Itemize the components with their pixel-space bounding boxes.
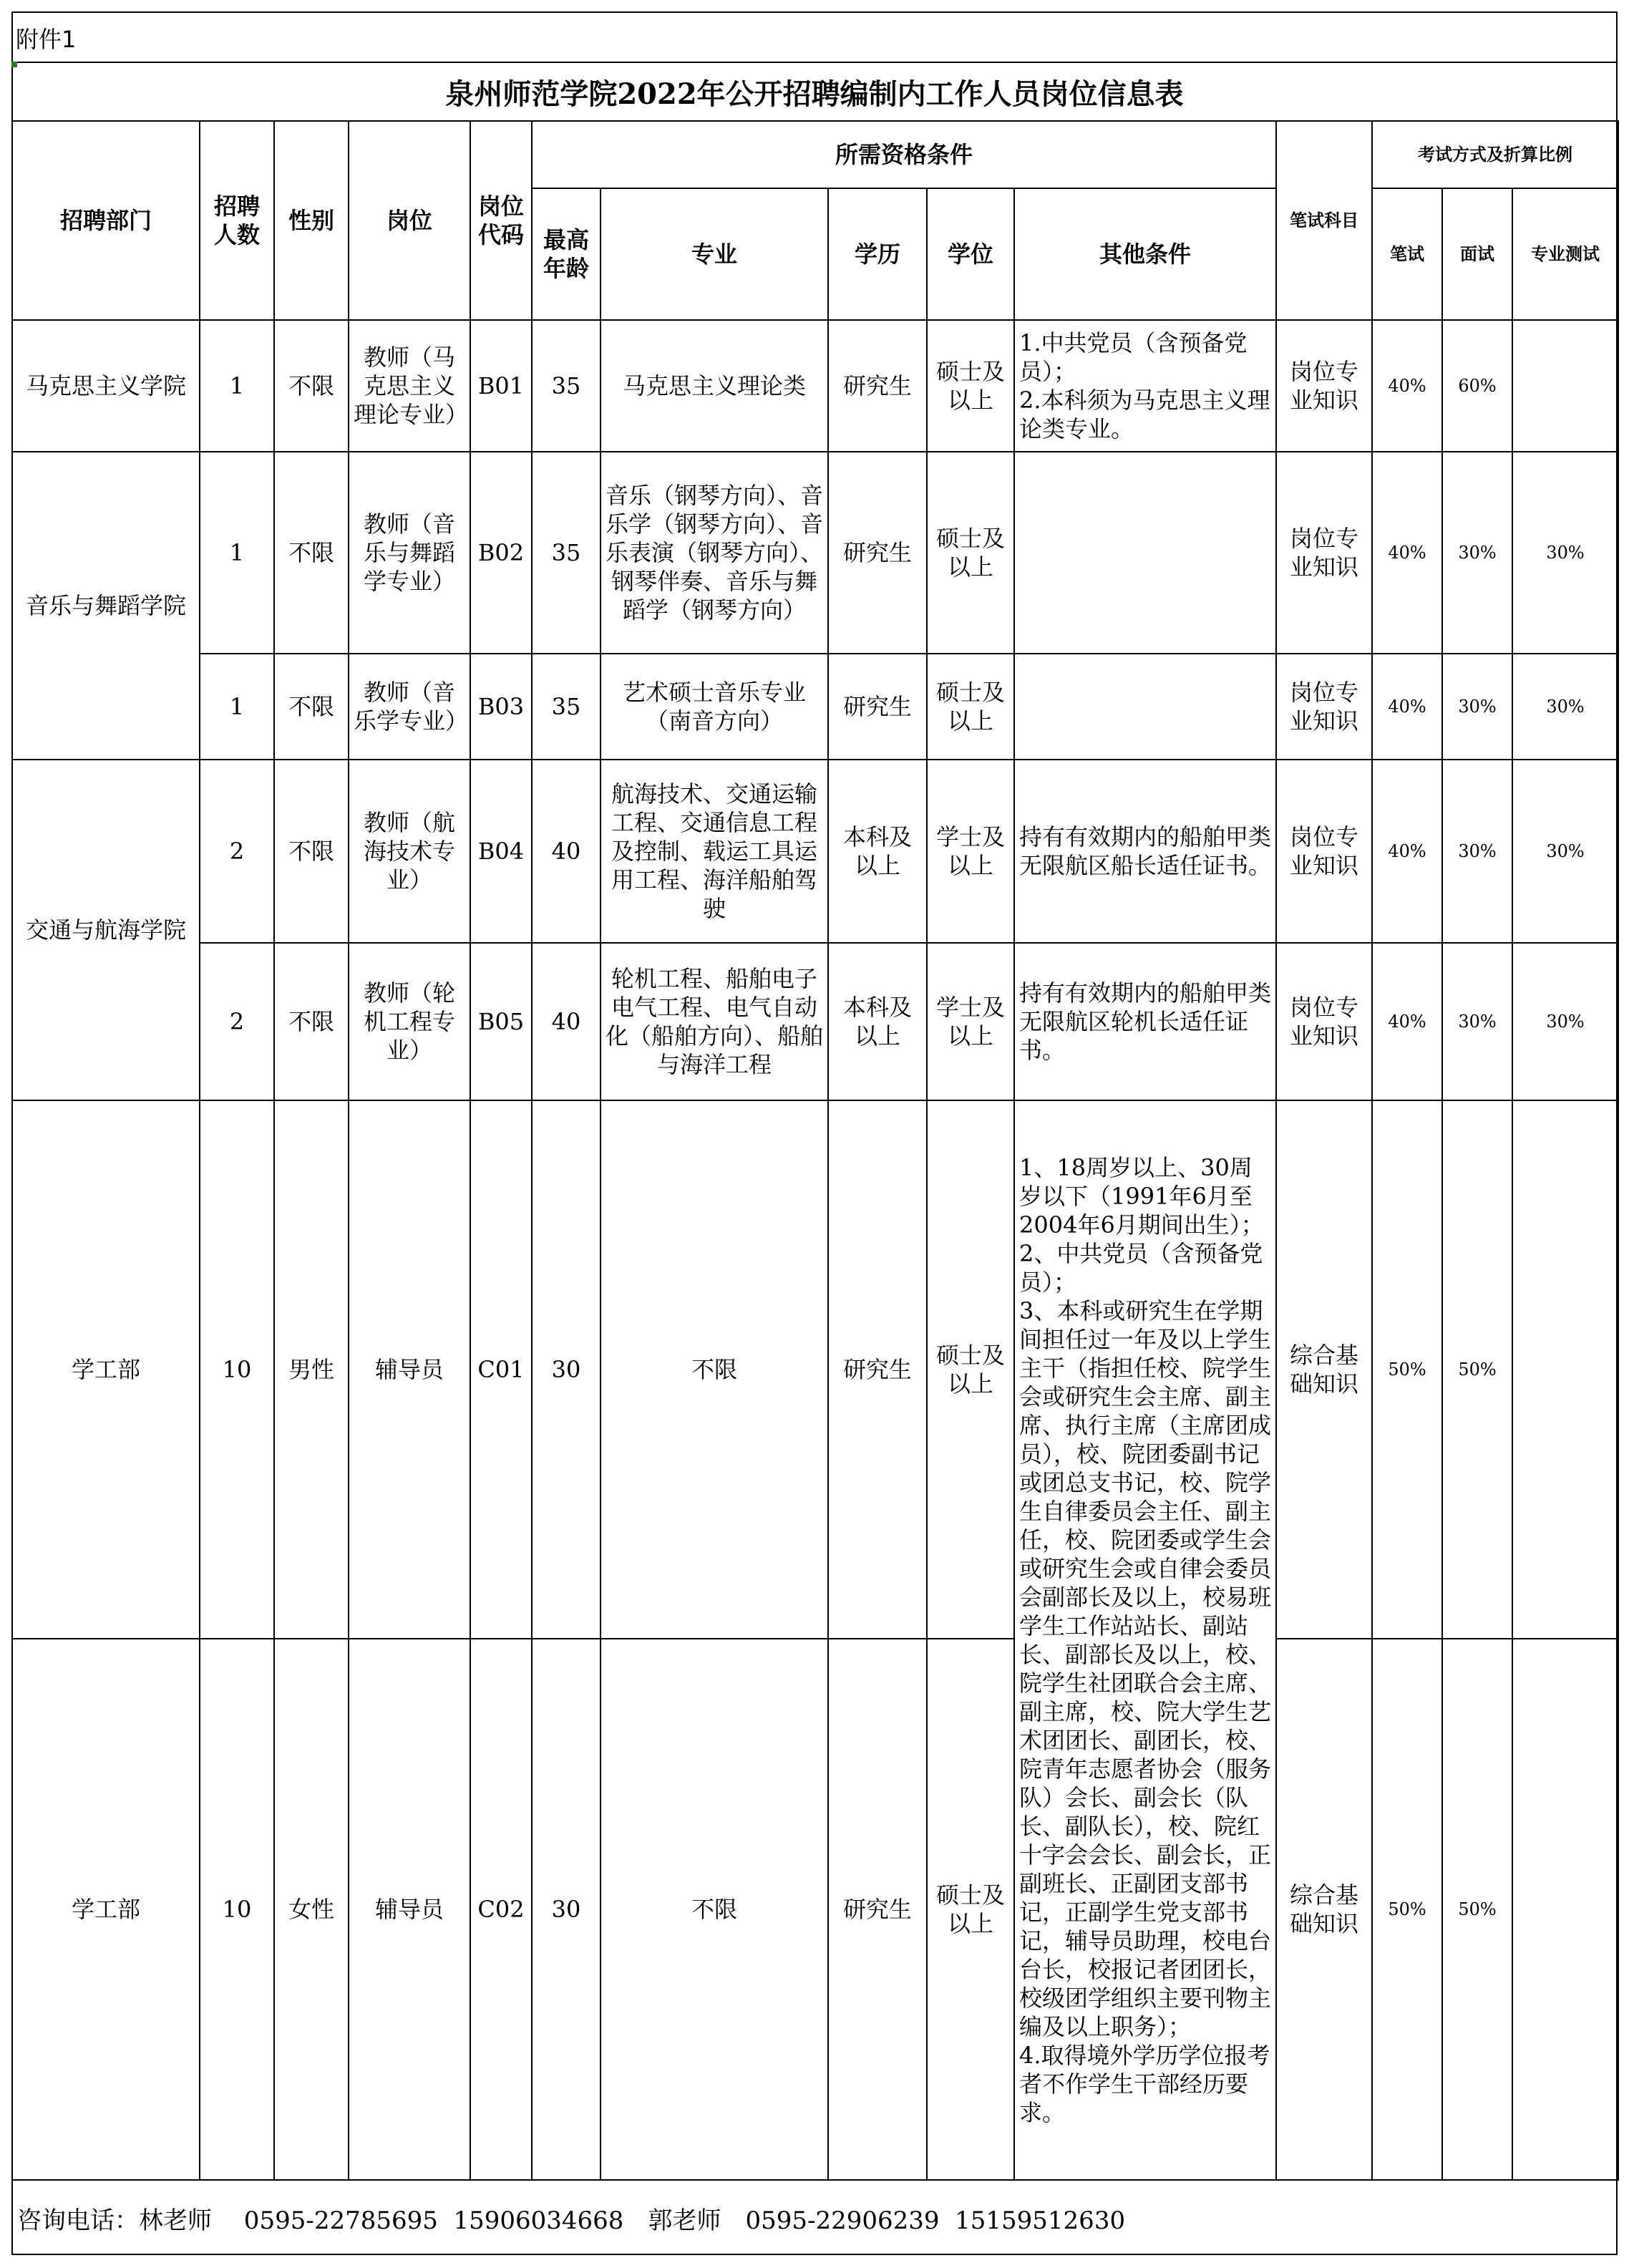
count-cell: 1 [200,452,274,654]
count-cell: 1 [200,320,274,452]
header-written: 笔试 [1372,188,1442,320]
test-ratio-cell [1512,1639,1618,2180]
education-cell: 研究生 [828,1639,927,2180]
count-cell: 2 [200,943,274,1100]
header-professional-test: 专业测试 [1512,188,1618,320]
age-cell: 35 [532,452,600,654]
major-cell: 音乐（钢琴方向）、音乐学（钢琴方向）、音乐表演（钢琴方向）、钢琴伴奏、音乐与舞蹈学（钢琴方向） [600,452,828,654]
interview-ratio-cell: 60% [1442,320,1512,452]
test-ratio-cell [1512,320,1618,452]
dept-cell: 马克思主义学院 [12,320,200,452]
header-interview: 面试 [1442,188,1512,320]
gender-cell: 男性 [274,1100,349,1639]
test-ratio-cell [1512,1100,1618,1639]
other-cell: 持有有效期内的船舶甲类无限航区轮机长适任证书。 [1014,943,1276,1100]
table-row [12,452,1618,654]
code-cell: B02 [470,452,532,654]
test-ratio-cell: 30% [1512,760,1618,943]
subject-cell: 综合基础知识 [1276,1639,1372,2180]
code-cell: C01 [470,1100,532,1639]
test-ratio-cell: 30% [1512,943,1618,1100]
written-ratio-cell: 40% [1372,320,1442,452]
count-cell: 10 [200,1100,274,1639]
count-cell: 1 [200,654,274,760]
header-major: 专业 [600,188,828,320]
major-cell: 不限 [600,1100,828,1639]
table-row [12,1100,1618,1639]
attachment-label: 附件1 [16,26,77,53]
degree-cell: 硕士及以上 [927,1100,1014,1639]
written-ratio-cell: 50% [1372,1639,1442,2180]
dept-cell: 学工部 [12,1100,200,1639]
age-cell: 40 [532,943,600,1100]
age-cell: 35 [532,320,600,452]
code-cell: B03 [470,654,532,760]
subject-cell: 综合基础知识 [1276,1100,1372,1639]
table-row [12,320,1618,452]
table-row [12,654,1618,760]
education-cell: 本科及以上 [828,760,927,943]
gender-cell: 不限 [274,760,349,943]
header-dept: 招聘部门 [12,121,200,320]
positions-table [11,120,1619,2181]
interview-ratio-cell: 30% [1442,654,1512,760]
degree-cell: 学士及以上 [927,943,1014,1100]
table-row [12,943,1618,1100]
code-cell: C02 [470,1639,532,2180]
age-cell: 30 [532,1639,600,2180]
dept-cell: 交通与航海学院 [12,760,200,1100]
position-cell: 教师（音乐与舞蹈学专业） [349,452,470,654]
header-code: 岗位代码 [470,121,532,320]
education-cell: 本科及以上 [828,943,927,1100]
header-education: 学历 [828,188,927,320]
major-cell: 轮机工程、船舶电子电气工程、电气自动化（船舶方向）、船舶与海洋工程 [600,943,828,1100]
position-cell: 教师（航海技术专业） [349,760,470,943]
age-cell: 30 [532,1100,600,1639]
interview-ratio-cell: 30% [1442,452,1512,654]
major-cell: 马克思主义理论类 [600,320,828,452]
gender-cell: 不限 [274,320,349,452]
page-title: 泉州师范学院2022年公开招聘编制内工作人员岗位信息表 [445,77,1184,111]
count-cell: 2 [200,760,274,943]
header-written-subject: 笔试科目 [1276,121,1372,320]
position-cell: 辅导员 [349,1639,470,2180]
dept-cell: 学工部 [12,1639,200,2180]
other-cell: 1.中共党员（含预备党员）； 2.本科须为马克思主义理论类专业。 [1014,320,1276,452]
major-cell: 航海技术、交通运输工程、交通信息工程及控制、载运工具运用工程、海洋船舶驾驶 [600,760,828,943]
other-cell [1014,452,1276,654]
gender-cell: 不限 [274,654,349,760]
test-ratio-cell: 30% [1512,654,1618,760]
other-cell: 1、18周岁以上、30周岁以下（1991年6月至2004年6月期间出生）； 2、中共党员（含预备党员）； 3、本科或研究生在学期间担任过一年及以上学生主干（指担任校、院学生会或研究生会主席、副主席、执行主席（主席团成员），校、院团委副书记或团总支书记，校、院学生自律委员会主任、副主任，校、院团委或学生会或研究生会或自律会委员会副部长及以上，校易班学生工作站站长、副站长、副部长及以上，校、院学生社团联合会主席、副主席，校、院大学生艺术团团长、副团长，校、院青年志愿者协会（服务队）会长、副会长（队长、副队长），校、院红十字会会长、副会长，正副班长、正副团支部书记，正副学生党支部书记，辅导员助理，校电台台长，校报记者团团长，校级团学组织主要刊物主编及以上职务）； 4.取得境外学历学位报考者不作学生干部经历要求。 [1014,1100,1276,2180]
table-row [12,1639,1618,2180]
other-cell: 持有有效期内的船舶甲类无限航区船长适任证书。 [1014,760,1276,943]
interview-ratio-cell: 30% [1442,943,1512,1100]
degree-cell: 硕士及以上 [927,320,1014,452]
header-degree: 学位 [927,188,1014,320]
interview-ratio-cell: 30% [1442,760,1512,943]
written-ratio-cell: 50% [1372,1100,1442,1639]
subject-cell: 岗位专业知识 [1276,654,1372,760]
subject-cell: 岗位专业知识 [1276,760,1372,943]
other-cell [1014,654,1276,760]
degree-cell: 硕士及以上 [927,654,1014,760]
gender-cell: 不限 [274,943,349,1100]
table-row [12,760,1618,943]
code-cell: B05 [470,943,532,1100]
age-cell: 40 [532,760,600,943]
degree-cell: 硕士及以上 [927,452,1014,654]
contact-footer: 咨询电话：林老师 0595-22785695 15906034668 郭老师 0595-22906239 15159512630 [11,2179,1618,2255]
education-cell: 研究生 [828,1100,927,1639]
interview-ratio-cell: 50% [1442,1639,1512,2180]
education-cell: 研究生 [828,654,927,760]
written-ratio-cell: 40% [1372,943,1442,1100]
subject-cell: 岗位专业知识 [1276,452,1372,654]
written-ratio-cell: 40% [1372,760,1442,943]
count-cell: 10 [200,1639,274,2180]
dept-cell: 音乐与舞蹈学院 [12,452,200,760]
gender-cell: 不限 [274,452,349,654]
age-cell: 35 [532,654,600,760]
education-cell: 研究生 [828,452,927,654]
header-exam-ratio: 考试方式及折算比例 [1372,121,1618,188]
header-max-age: 最高年龄 [532,188,600,320]
education-cell: 研究生 [828,320,927,452]
degree-cell: 硕士及以上 [927,1639,1014,2180]
interview-ratio-cell: 50% [1442,1100,1512,1639]
gender-cell: 女性 [274,1639,349,2180]
code-cell: B04 [470,760,532,943]
header-qualifications: 所需资格条件 [532,121,1276,188]
degree-cell: 学士及以上 [927,760,1014,943]
major-cell: 艺术硕士音乐专业（南音方向） [600,654,828,760]
position-cell: 教师（轮机工程专业） [349,943,470,1100]
written-ratio-cell: 40% [1372,654,1442,760]
subject-cell: 岗位专业知识 [1276,943,1372,1100]
test-ratio-cell: 30% [1512,452,1618,654]
header-position: 岗位 [349,121,470,320]
subject-cell: 岗位专业知识 [1276,320,1372,452]
major-cell: 不限 [600,1639,828,2180]
position-cell: 教师（马克思主义理论专业） [349,320,470,452]
position-cell: 辅导员 [349,1100,470,1639]
code-cell: B01 [470,320,532,452]
written-ratio-cell: 40% [1372,452,1442,654]
header-other: 其他条件 [1014,188,1276,320]
header-count: 招聘人数 [200,121,274,320]
position-cell: 教师（音乐学专业） [349,654,470,760]
header-gender: 性别 [274,121,349,320]
